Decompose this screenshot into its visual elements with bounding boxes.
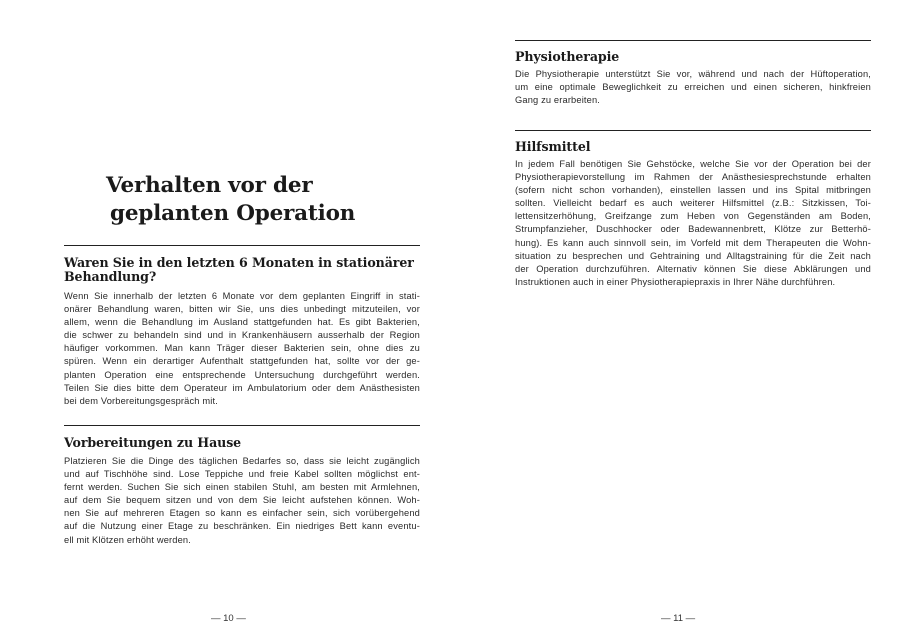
section-heading-line: Vorbereitungen zu Hause <box>64 435 242 450</box>
body-line: der Operation durchzuführen. Alternativ können Sie diese Abklärungen und <box>515 263 871 274</box>
body-line: ell mit Klötzen erhöht werden. <box>64 534 191 545</box>
page-title <box>106 172 355 228</box>
body-line: Strumpfanzieher, Duschhocker oder Badewannenbrett, Klötze zur Betterhö- <box>515 224 871 235</box>
section-heading <box>515 50 871 64</box>
section-divider <box>515 40 871 41</box>
body-line: häufiger vorkommen. Man kann Träger dieser Bakterien sein, ohne dies zu <box>64 343 420 354</box>
body-line: planten Operation eine entsprechende Untersuchung durchgeführt werden. <box>64 369 420 380</box>
body-line: Wenn Sie innerhalb der letzten 6 Monate vor dem geplanten Eingriff in stati- <box>64 291 420 301</box>
body-line: die schwer zu behandeln sind und in Krankenhäusern ausserhalb der Region <box>64 330 420 341</box>
body-line: onärer Behandlung waren, bitten wir Sie, uns dies unbedingt mitzuteilen, vor <box>64 304 420 315</box>
section-body <box>64 290 420 408</box>
body-line: hung). Es kann auch sinnvoll sein, im Vorfeld mit dem Therapeuten die Wohn- <box>515 237 871 248</box>
section-divider <box>515 130 871 131</box>
body-line: Die Physiotherapie unterstützt Sie vor, während und nach der Hüftoperation, <box>515 69 871 79</box>
body-line: Gang zu erarbeiten. <box>515 95 601 106</box>
section-heading-line: Hilfsmittel <box>515 139 591 154</box>
body-line: spüren. Wenn ein derartiger Aufenthalt stattgefunden hat, sollte vor der ge- <box>64 356 420 367</box>
body-line: und auf Tischhöhe sind. Lose Teppiche und freie Kabel sollten möglichst ent- <box>64 469 420 480</box>
body-line: auf die Nutzung einer Etage zu beschränken. Ein niedriges Bett kann eventu- <box>64 521 420 532</box>
body-line: bei dem Vorbereitungsgespräch mit. <box>64 395 218 406</box>
body-line: Platzieren Sie die Dinge des täglichen Bedarfes so, dass sie leicht zugänglich <box>64 456 420 466</box>
body-line: lettensitzerhöhung, Greifzange zum Heben von Gegenständen am Boden, <box>515 211 871 222</box>
body-line: Teilen Sie dies bitte dem Operateur im Ambulatorium oder dem Anästhesisten <box>64 382 420 393</box>
section-body <box>64 455 420 547</box>
section-heading <box>515 140 871 154</box>
section-heading-line: Behandlung? <box>64 269 157 284</box>
body-line: In jedem Fall benötigen Sie Gehstöcke, welche Sie vor der Operation bei der <box>515 159 871 169</box>
body-line: nen Sie auf mehreren Etagen so kann es einfacher sein, sich vorübergehend <box>64 508 420 519</box>
body-line: Instruktionen auch in einer Physiotherapiepraxis in Ihrer Nähe durchführen. <box>515 276 836 287</box>
section-divider <box>64 425 420 426</box>
section-stationaere-behandlung <box>64 245 420 408</box>
section-heading-line: Waren Sie in den letzten 6 Monaten in stationärer <box>64 255 414 270</box>
section-heading <box>64 436 420 450</box>
body-line: um eine optimale Beweglichkeit zu erreichen und einen sicheren, hinkfreien <box>515 82 871 93</box>
section-physiotherapie <box>515 40 871 107</box>
page-number-left: — 10 — <box>211 613 246 624</box>
body-line: allem, wenn die Behandlung im Ausland stattgefunden hat. Es gibt Bakterien, <box>64 317 420 328</box>
section-divider <box>64 245 420 246</box>
section-heading-line: Physiotherapie <box>515 49 620 64</box>
page-title-line-2: geplanten Operation <box>110 201 356 226</box>
section-body <box>515 158 871 289</box>
body-line: auf dem Sie bequem sitzen und von dem Sie leicht aufstehen können. Woh- <box>64 495 420 506</box>
body-line: sollten. Vielleicht bedarf es auch weiterer Hilfsmittel (z.B.: Sitzkissen, Toi- <box>515 198 871 209</box>
body-line: (sofern nicht schon vorhanden), einstellen lassen und ins Spital mitbringen <box>515 185 871 196</box>
section-hilfsmittel <box>515 130 871 289</box>
page-number-right: — 11 — <box>661 613 696 624</box>
body-line: Physiotherapievorstellung im Rahmen der Anästhesiesprechstunde erhalten <box>515 172 871 183</box>
body-line: fernt werden. Suchen Sie sich einen stabilen Stuhl, am besten mit Armlehnen, <box>64 482 420 493</box>
page-title-line-1: Verhalten vor der <box>106 173 313 198</box>
section-vorbereitungen-zu-hause <box>64 425 420 547</box>
section-body <box>515 68 871 107</box>
section-heading <box>64 256 420 284</box>
body-line: situation zu besprechen und Gehtraining und Alltagstraining für die Zeit nach <box>515 250 871 261</box>
